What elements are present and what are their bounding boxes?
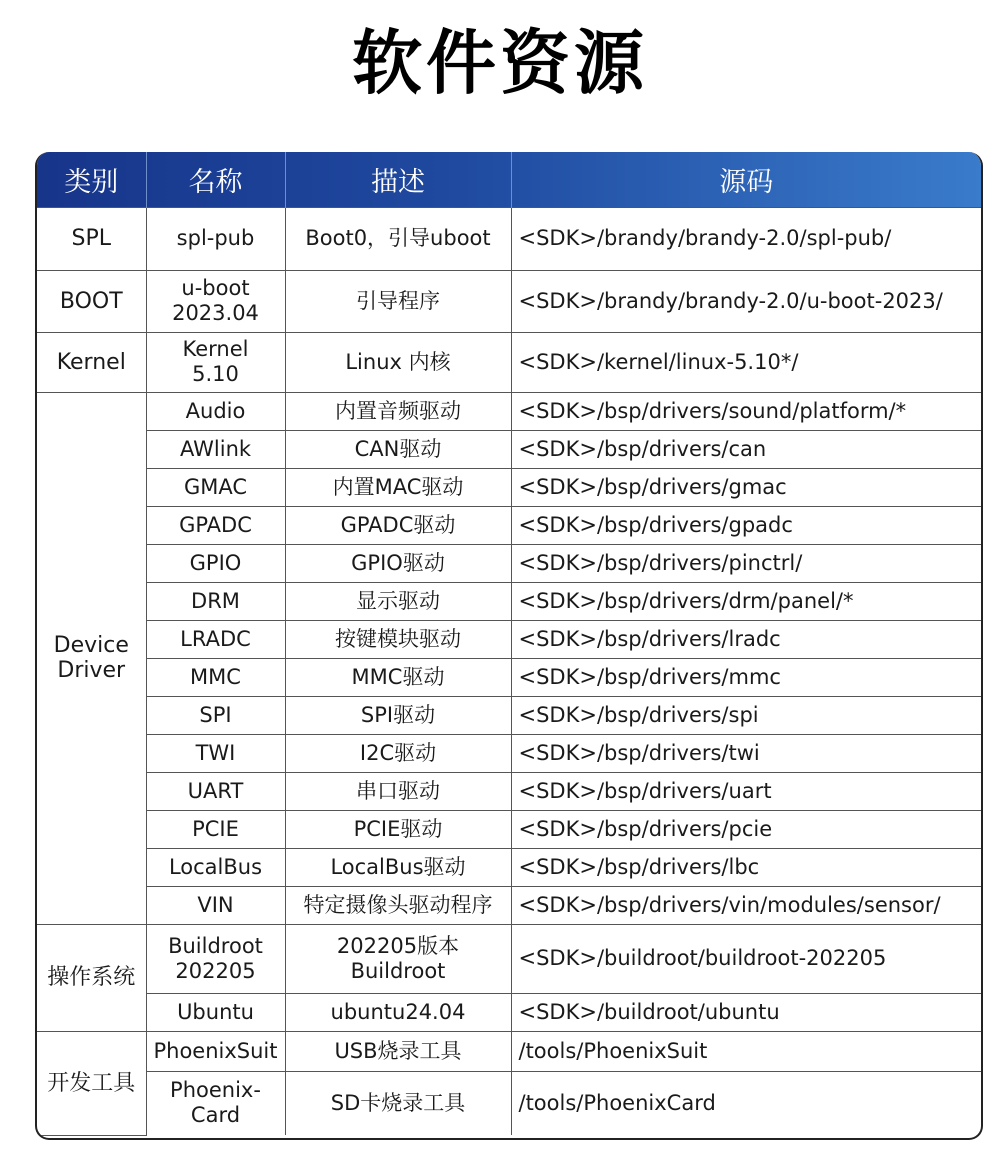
name-cell: LRADC [146,620,285,658]
name-cell: LocalBus [146,848,285,886]
category-cell: Kernel [37,332,146,392]
source-cell: <SDK>/bsp/drivers/vin/modules/sensor/ [511,886,981,924]
name-cell [146,332,285,392]
desc-line-2: Buildroot [350,958,446,983]
desc-cell: GPADC驱动 [285,506,511,544]
name-line-1: Phoenix- [170,1078,261,1103]
name-cell [146,924,285,993]
name-line-2: 202205 [175,958,256,983]
name-cell: DRM [146,582,285,620]
desc-cell: 按键模块驱动 [285,620,511,658]
header-category: 类别 [64,166,119,198]
source-cell: <SDK>/bsp/drivers/lradc [511,620,981,658]
source-cell: <SDK>/bsp/drivers/can [511,430,981,468]
name-cell: Audio [146,392,285,430]
name-cell: Ubuntu [146,993,285,1031]
table-row [37,582,981,620]
desc-cell: 显示驱动 [285,582,511,620]
name-cell: VIN [146,886,285,924]
source-cell: <SDK>/bsp/drivers/gmac [511,468,981,506]
table-row [37,430,981,468]
source-cell: <SDK>/bsp/drivers/mmc [511,658,981,696]
desc-cell: 引导程序 [285,270,511,332]
name-cell: GPADC [146,506,285,544]
source-cell: <SDK>/bsp/drivers/spi [511,696,981,734]
page-title: 软件资源 [352,22,648,104]
source-cell: <SDK>/buildroot/buildroot-202205 [511,924,981,993]
table-row [37,886,981,924]
category-cell: 开发工具 [37,1031,146,1135]
source-cell: <SDK>/bsp/drivers/uart [511,772,981,810]
desc-cell: Linux 内核 [285,332,511,392]
desc-cell: ubuntu24.04 [285,993,511,1031]
table-row [37,620,981,658]
name-cell: GMAC [146,468,285,506]
source-cell: <SDK>/kernel/linux-5.10*/ [511,332,981,392]
name-cell: UART [146,772,285,810]
source-cell: <SDK>/buildroot/ubuntu [511,993,981,1031]
name-cell: TWI [146,734,285,772]
table-row [37,468,981,506]
table-header-row [37,152,981,207]
name-cell: PCIE [146,810,285,848]
category-line-1: Device [53,633,129,658]
desc-cell: Boot0，引导uboot [285,207,511,270]
desc-cell: 内置MAC驱动 [285,468,511,506]
table-row [37,544,981,582]
desc-cell: USB烧录工具 [285,1031,511,1071]
desc-cell: CAN驱动 [285,430,511,468]
category-cell: BOOT [37,270,146,332]
table-row [37,696,981,734]
name-line-2: Card [190,1103,241,1128]
name-line-2: 5.10 [192,362,239,386]
source-cell: <SDK>/bsp/drivers/pcie [511,810,981,848]
desc-cell: LocalBus驱动 [285,848,511,886]
name-line-1: Buildroot [168,933,263,958]
name-line-1: Kernel [182,337,249,361]
source-cell: <SDK>/bsp/drivers/twi [511,734,981,772]
source-cell: /tools/PhoenixSuit [511,1031,981,1071]
name-cell [146,270,285,332]
header-name: 名称 [146,152,285,207]
category-line-2: Driver [57,658,126,683]
source-cell: <SDK>/brandy/brandy-2.0/spl-pub/ [511,207,981,270]
desc-cell: SD卡烧录工具 [285,1071,511,1135]
table-row [37,1031,981,1071]
category-cell: 操作系统 [37,924,146,1031]
source-cell: <SDK>/bsp/drivers/drm/panel/* [511,582,981,620]
desc-cell: 特定摄像头驱动程序 [285,886,511,924]
name-cell: MMC [146,658,285,696]
source-cell: <SDK>/bsp/drivers/pinctrl/ [511,544,981,582]
table-row [37,848,981,886]
desc-cell: 串口驱动 [285,772,511,810]
source-cell: /tools/PhoenixCard [511,1071,981,1135]
source-cell: <SDK>/bsp/drivers/gpadc [511,506,981,544]
desc-cell: I2C驱动 [285,734,511,772]
header-source: 源码 [511,152,981,207]
desc-cell: MMC驱动 [285,658,511,696]
table-row [37,392,981,430]
source-cell: <SDK>/brandy/brandy-2.0/u-boot-2023/ [511,270,981,332]
name-line-1: u-boot [181,276,250,300]
table-row [37,658,981,696]
desc-cell [285,924,511,993]
desc-cell: GPIO驱动 [285,544,511,582]
name-cell: AWlink [146,430,285,468]
table-row [37,924,981,993]
desc-cell: PCIE驱动 [285,810,511,848]
software-resources-table [35,152,983,1140]
table-row [37,332,981,392]
name-line-2: 2023.04 [172,301,259,325]
name-cell [146,1071,285,1135]
name-cell: SPI [146,696,285,734]
source-cell: <SDK>/bsp/drivers/lbc [511,848,981,886]
desc-line-1: 202205版本 [336,933,460,958]
table-row [37,734,981,772]
table-row [37,506,981,544]
table-row [37,772,981,810]
desc-cell: SPI驱动 [285,696,511,734]
table-row [37,1071,981,1135]
source-cell: <SDK>/bsp/drivers/sound/platform/* [511,392,981,430]
desc-cell: 内置音频驱动 [285,392,511,430]
table-row [37,207,981,270]
name-cell: spl-pub [146,207,285,270]
table-row [37,993,981,1031]
table-row [37,270,981,332]
category-cell [37,392,146,924]
category-cell: SPL [37,207,146,270]
header-description: 描述 [285,152,511,207]
name-cell: PhoenixSuit [146,1031,285,1071]
name-cell: GPIO [146,544,285,582]
table-row [37,810,981,848]
